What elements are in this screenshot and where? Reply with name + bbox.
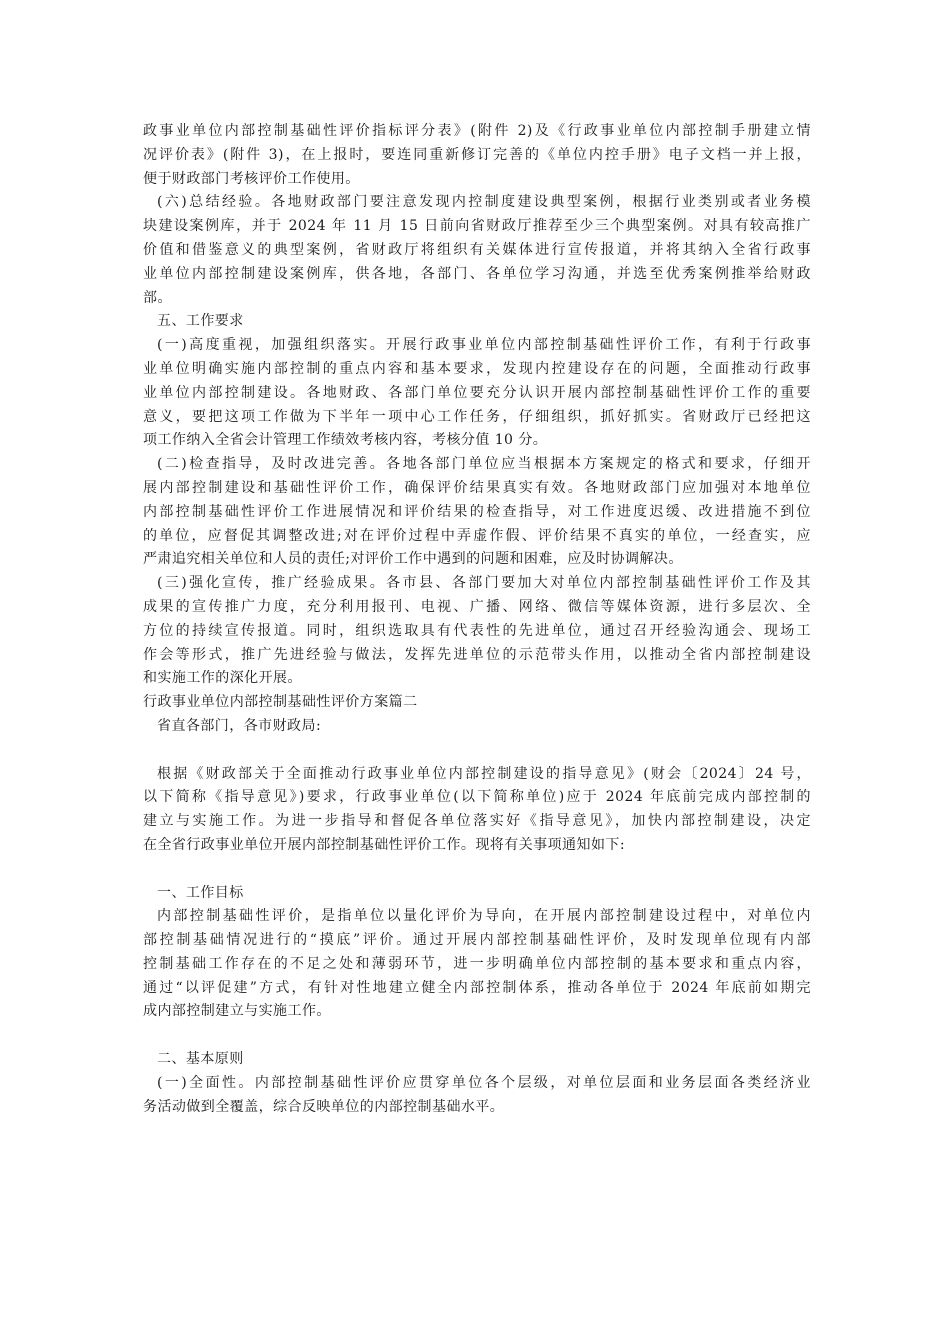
text-line: 的单位，应督促其调整改进;对在评价过程中弄虚作假、评价结果不真实的单位，一经查实，应	[143, 527, 811, 544]
text-line: 部控制基础情况进行的“摸底”评价。通过开展内部控制基础性评价，及时发现单位现有内部	[143, 932, 811, 949]
text-line: 以下简称《指导意见》)要求，行政事业单位(以下简称单位)应于 2024 年底前完成内部控制的	[143, 789, 811, 806]
text-line: 业单位内部控制建设案例库，供各地，各部门、各单位学习沟通，并选至优秀案例推举给财政	[143, 265, 811, 282]
text-line: 五、工作要求	[157, 313, 244, 330]
section-heading	[143, 1048, 811, 1072]
text-line: 通过“以评促建”方式，有针对性地建立健全内部控制体系，推动各单位于 2024 年底前如期完	[143, 979, 811, 996]
paragraph	[143, 1072, 811, 1120]
text-line: 根据《财政部关于全面推动行政事业单位内部控制建设的指导意见》(财会〔2024〕24 号，	[157, 765, 811, 782]
section-heading	[143, 882, 811, 906]
text-line: 方位的持续宣传报道。同时，组织选取具有代表性的先进单位，通过召开经验沟通会、现场工	[143, 622, 811, 639]
text-line: 严肃追究相关单位和人员的责任;对评价工作中遇到的问题和困难，应及时协调解决。	[143, 551, 683, 568]
text-line: (一)高度重视，加强组织落实。开展行政事业单位内部控制基础性评价工作，有利于行政事	[157, 337, 811, 354]
text-line: 二、基本原则	[157, 1051, 244, 1068]
text-line: 展内部控制建设和基础性评价工作，确保评价结果真实有效。各地财政部门应加强对本地单位	[143, 479, 811, 496]
text-line: 行政事业单位内部控制基础性评价方案篇二	[143, 694, 418, 711]
blank-line	[143, 858, 811, 882]
text-line: 况评价表》(附件 3)，在上报时，要连同重新修订完善的《单位内控手册》电子文档一并上报，	[143, 146, 811, 163]
text-line: (二)检查指导，及时改进完善。各地各部门单位应当根据本方案规定的格式和要求，仔细开	[157, 456, 811, 473]
text-line: 务活动做到全覆盖，综合反映单位的内部控制基础水平。	[143, 1098, 505, 1115]
text-line: 业单位明确实施内部控制的重点内容和基本要求，发现内控建设存在的问题，全面推动行政事	[143, 360, 811, 377]
text-line: 项工作纳入全省会计管理工作绩效考核内容，考核分值 10 分。	[143, 432, 548, 449]
section-heading	[143, 310, 811, 334]
blank-line	[143, 1024, 811, 1048]
text-line: 政事业单位内部控制基础性评价指标评分表》(附件 2)及《行政事业单位内部控制手册建立情	[143, 123, 811, 139]
blank-line	[143, 739, 811, 763]
text-line: 作会等形式，推广先进经验与做法，发挥先进单位的示范带头作用，以推动全省内部控制建设	[143, 646, 811, 663]
paragraph	[143, 334, 811, 453]
paragraph	[143, 905, 811, 1024]
text-line: 在全省行政事业单位开展内部控制基础性评价工作。现将有关事项通知如下:	[143, 836, 626, 853]
text-line: 成内部控制建立与实施工作。	[143, 1003, 331, 1020]
text-line: 价值和借鉴意义的典型案例，省财政厅将组织有关媒体进行宣传报道，并将其纳入全省行政事	[143, 241, 811, 258]
text-line: 内部控制基础性评价，是指单位以量化评价为导向，在开展内部控制建设过程中，对单位内	[157, 908, 811, 925]
text-line: 建立与实施工作。为进一步指导和督促各单位落实好《指导意见》，加快内部控制建设，决定	[143, 813, 811, 830]
paragraph	[143, 572, 811, 691]
text-line: (三)强化宣传，推广经验成果。各市县、各部门要加大对单位内部控制基础性评价工作及其	[157, 575, 811, 592]
document-title	[143, 691, 811, 715]
text-line: 成果的宣传推广力度，充分利用报刊、电视、广播、网络、微信等媒体资源，进行多层次、全	[143, 598, 811, 615]
text-line: (一)全面性。内部控制基础性评价应贯穿单位各个层级，对单位层面和业务层面各类经济业	[157, 1074, 811, 1091]
paragraph	[143, 453, 811, 572]
paragraph	[143, 120, 811, 191]
document-page	[143, 120, 811, 1119]
text-line: 一、工作目标	[157, 884, 244, 901]
text-line: 业单位内部控制建设。各地财政、各部门单位要充分认识开展内部控制基础性评价工作的重要	[143, 384, 811, 401]
paragraph	[143, 763, 811, 858]
text-line: 内部控制基础性评价工作进展情况和评价结果的检查指导，对工作进度迟缓、改进措施不到位	[143, 503, 811, 520]
text-line: 便于财政部门考核评价工作使用。	[143, 170, 360, 187]
text-line: 控制基础工作存在的不足之处和薄弱环节，进一步明确单位内部控制的基本要求和重点内容，	[143, 955, 811, 972]
text-line: 省直各部门，各市财政局:	[157, 717, 322, 734]
salutation	[143, 715, 811, 739]
text-line: 意义，要把这项工作做为下半年一项中心工作任务，仔细组织，抓好抓实。省财政厅已经把这	[143, 408, 811, 425]
text-line: 块建设案例库，并于 2024 年 11 月 15 日前向省财政厅推荐至少三个典型案例。对具有较高推广	[143, 218, 811, 235]
text-line: 部。	[143, 289, 172, 306]
text-line: 和实施工作的深化开展。	[143, 670, 302, 687]
paragraph	[143, 191, 811, 310]
text-line: (六)总结经验。各地财政部门要注意发现内控制度建设典型案例，根据行业类别或者业务模	[157, 194, 811, 211]
